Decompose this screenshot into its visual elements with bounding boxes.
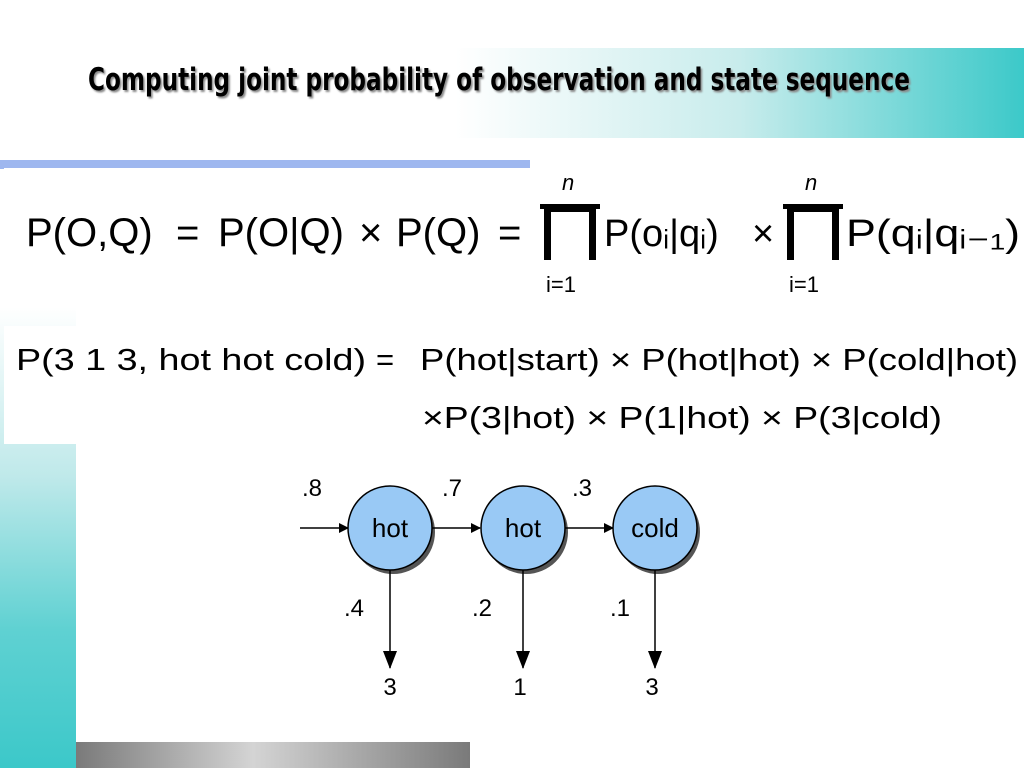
emission-term: P(oᵢ|qᵢ)	[604, 213, 719, 255]
product-2-lower-limit: i=1	[789, 272, 819, 297]
transition-term: P(qᵢ|qᵢ₋₁)	[846, 213, 1020, 255]
example-equation	[4, 326, 1024, 444]
example-rhs-line-1: P(hot|start) × P(hot|hot) × P(cold|hot)	[420, 342, 1018, 377]
transition-label: .3	[572, 475, 593, 502]
equation-1-svg	[4, 168, 1024, 306]
example-rhs-line-2: ×P(3|hot) × P(1|hot) × P(3|cold)	[422, 400, 942, 435]
state-label: hot	[371, 513, 409, 543]
equation-2-svg	[4, 326, 1024, 444]
equals-sign: =	[176, 211, 200, 255]
product-symbol-2	[783, 204, 843, 260]
observation-label: 1	[513, 674, 527, 701]
observation-label: 3	[645, 674, 659, 701]
equals-sign: =	[376, 342, 395, 377]
observation-label: 3	[383, 674, 397, 701]
product-1-upper-limit: n	[562, 170, 575, 195]
emission-label: .4	[344, 595, 365, 622]
emission-label: .2	[472, 595, 493, 622]
bottom-decorative-bar	[76, 742, 470, 768]
p-o-q: P(O,Q)	[26, 211, 153, 255]
state-label: hot	[504, 513, 542, 543]
transition-label: .7	[442, 475, 463, 502]
times-sign: ×	[752, 213, 775, 255]
product-1-lower-limit: i=1	[546, 272, 576, 297]
product-2-upper-limit: n	[805, 170, 818, 195]
state-node-hot-1	[348, 486, 435, 574]
hmm-state-diagram	[290, 470, 720, 710]
example-lhs: P(3 1 3, hot hot cold)	[16, 342, 366, 377]
p-q: P(Q)	[396, 211, 481, 255]
emission-label: .1	[610, 595, 631, 622]
p-o-given-q: P(O|Q)	[218, 211, 344, 255]
state-node-cold	[613, 486, 700, 574]
equals-sign: =	[498, 211, 522, 255]
transition-label: .8	[302, 475, 323, 502]
joint-probability-equation	[4, 168, 1024, 306]
times-sign: ×	[359, 211, 383, 255]
state-node-hot-2	[481, 486, 568, 574]
product-symbol-1	[540, 204, 600, 260]
state-label: cold	[631, 513, 679, 543]
slide-title: Computing joint probability of observation and state sequence	[88, 62, 910, 98]
